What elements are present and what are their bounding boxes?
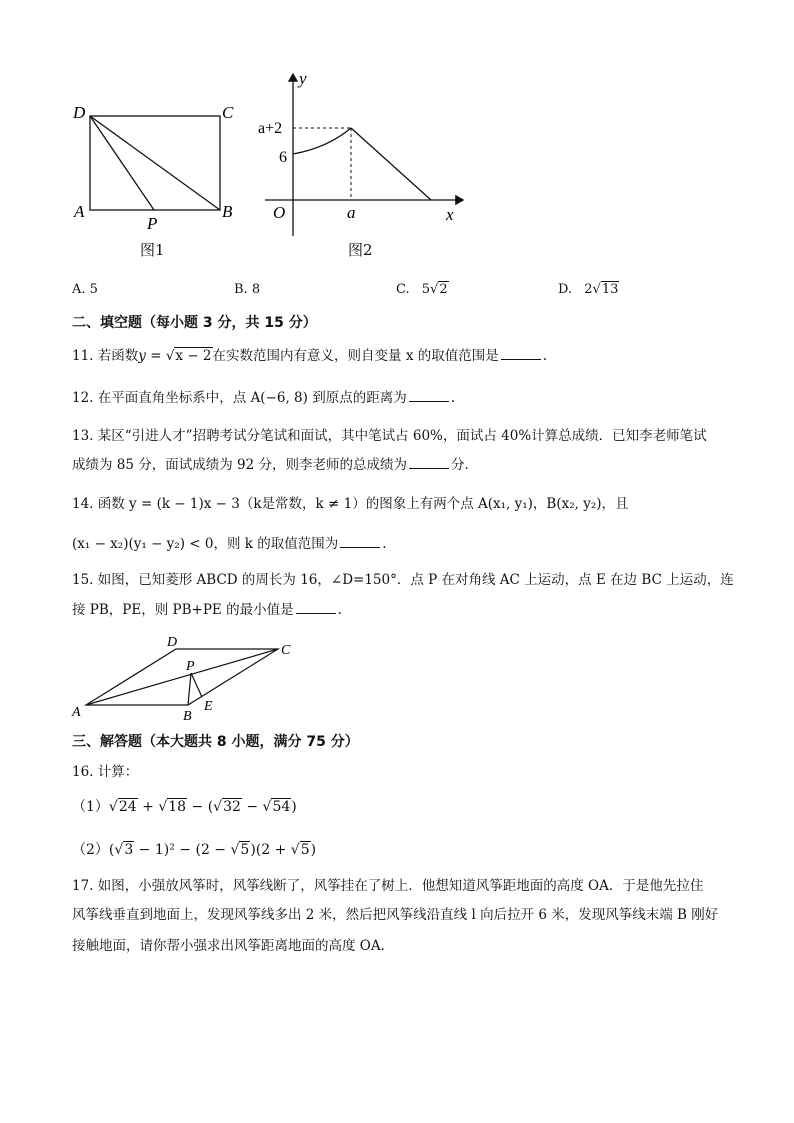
q14-prefix: (x₁ − x₂)(y₁ − y₂) < 0，则 k 的取值范围为 [72,536,339,552]
question-14-line-2 [72,534,387,554]
label-p: P [186,659,195,674]
question-11 [72,346,547,366]
figure-2-caption: 图2 [348,241,373,259]
figure-2-graph [255,68,470,240]
q13-prefix: 成绩为 85 分，面试成绩为 92 分，则李老师的总成绩为 [72,457,408,473]
q12-prefix: 12. 在平面直角坐标系中，点 [72,390,251,406]
q16-p1-plus: + [137,799,159,815]
q16-p1-close: ) [291,799,297,815]
question-13-line-1: 13. 某区“引进人才”招聘考试分笔试和面试，其中笔试占 60%，面试占 40%计算总成绩．已知李老师笔试 [72,428,707,444]
label-d: D [167,635,178,650]
option-d [558,282,619,297]
label-e: E [204,699,213,714]
option-c [396,282,449,297]
q16-p1-rad-1: 24 [118,799,137,815]
q12-suffix: 到原点的距离为 [307,390,407,406]
label-c: C [222,103,234,122]
q15-prefix: 接 PB，PE，则 PB+PE 的最小值是 [72,602,294,618]
question-13-line-2 [72,455,478,475]
segment-pe [191,673,202,697]
q16-p1-rad-4: 54 [272,799,291,815]
q16-p2-rad-2: 5 [240,842,250,858]
q12-point: A(−6, 8) [250,390,308,406]
question-17-line-1: 17. 如图，小强放风筝时，风筝线断了，风筝挂在了树上．他想知道风筝距地面的高度 OA．于是他先拉住 [72,878,704,894]
q16-p1-rad-3: 32 [223,799,241,815]
sqrt-symbol: √ [430,282,439,297]
q11-eq: = [145,348,166,364]
question-16-part-2: （2）(√3 − 1)² − (2 − √5)(2 + √5) [72,842,317,858]
curve-segment [293,128,351,154]
label-a-plus-2: a+2 [258,120,283,137]
label-p: P [147,214,158,233]
figure-1-caption: 图1 [140,241,165,259]
option-c-prefix: C. [396,282,410,297]
question-17-line-3: 接触地面，请你帮小强求出风筝距离地面的高度 OA． [72,938,395,954]
option-d-radicand: 13 [601,282,619,297]
segment-pb [188,673,191,705]
question-14-line-1: 14. 函数 y = (k − 1)x − 3（k是常数，k ≠ 1）的图象上有两个点 A(x₁, y₁)，B(x₂, y₂)，且 [72,496,629,512]
label-d: D [73,103,86,122]
label-six: 6 [279,149,287,166]
q13-answer-blank[interactable] [409,455,449,469]
sqrt-symbol: √ [165,348,175,364]
segment-db [90,116,220,210]
q16-p1-minus: − ( [187,799,214,815]
q11-radicand: x − 2 [175,348,212,364]
q11-suffix: 在实数范围内有意义，则自变量 x 的取值范围是 [212,348,499,364]
figure-rhombus [66,632,306,724]
label-a: A [74,202,85,221]
label-c: C [281,643,291,658]
question-15-line-2 [72,600,342,620]
question-16-part-1: （1）√24 + √18 − (√32 − √54) [72,799,297,815]
q16-p2-rest-2: )(2 + [250,842,291,858]
q16-p2-rad-3: 5 [300,842,310,858]
q16-p1-minus-2: − [241,799,263,815]
label-origin: O [273,203,286,222]
q16-p2-rest-1: − 1)² − (2 − [134,842,231,858]
label-a: a [347,203,356,222]
section-2-title: 二、填空题（每小题 3 分，共 15 分） [72,315,317,331]
q16-p2-number: （2） [72,842,109,858]
question-17-line-2: 风筝线垂直到地面上，发现风筝线多出 2 米，然后把风筝线沿直线 l 向后拉开 6 米，发现风筝线末端 B 刚好 [72,907,719,923]
question-16-title: 16. 计算： [72,764,139,780]
option-b: B. 8 [234,282,261,297]
option-a: A. 5 [72,282,98,297]
line-segment [351,128,431,200]
q12-answer-blank[interactable] [409,388,449,402]
q11-end: . [542,348,548,364]
q11-prefix: 11. 若函数 [72,348,139,364]
q16-p2-rad-1: 3 [124,842,134,858]
q16-p2-close: ) [310,842,317,858]
segment-dp [90,116,154,210]
option-c-coef: 5 [421,282,431,297]
question-12 [72,388,455,408]
option-c-radicand: 2 [439,282,448,297]
q14-end: . [382,536,387,552]
q11-func: y [138,348,146,364]
label-x: x [446,205,454,224]
q16-p2-open: ( [108,842,115,858]
sqrt-symbol: √ [592,282,601,297]
q11-answer-blank[interactable] [501,346,541,360]
figure-1-rectangle [68,96,248,236]
diagonal-ac [86,649,278,705]
question-15-line-1: 15. 如图，已知菱形 ABCD 的周长为 16，∠D=150°．点 P 在对角线 AC 上运动，点 E 在边 BC 上运动，连 [72,572,734,588]
q16-p1-number: （1） [72,799,109,815]
section-3-title: 三、解答题（本大题共 8 小题，满分 75 分） [72,734,359,750]
q15-answer-blank[interactable] [296,600,336,614]
label-b: B [183,709,192,724]
q13-end: 分． [451,457,479,473]
q14-answer-blank[interactable] [340,534,380,548]
label-y: y [299,69,307,88]
option-d-prefix: D. [558,282,573,297]
label-a: A [72,705,81,720]
option-d-coef: 2 [584,282,593,297]
label-b: B [222,202,233,221]
q12-end: . [450,390,456,406]
q16-p1-rad-2: 18 [168,799,187,815]
q15-end: . [337,602,342,618]
